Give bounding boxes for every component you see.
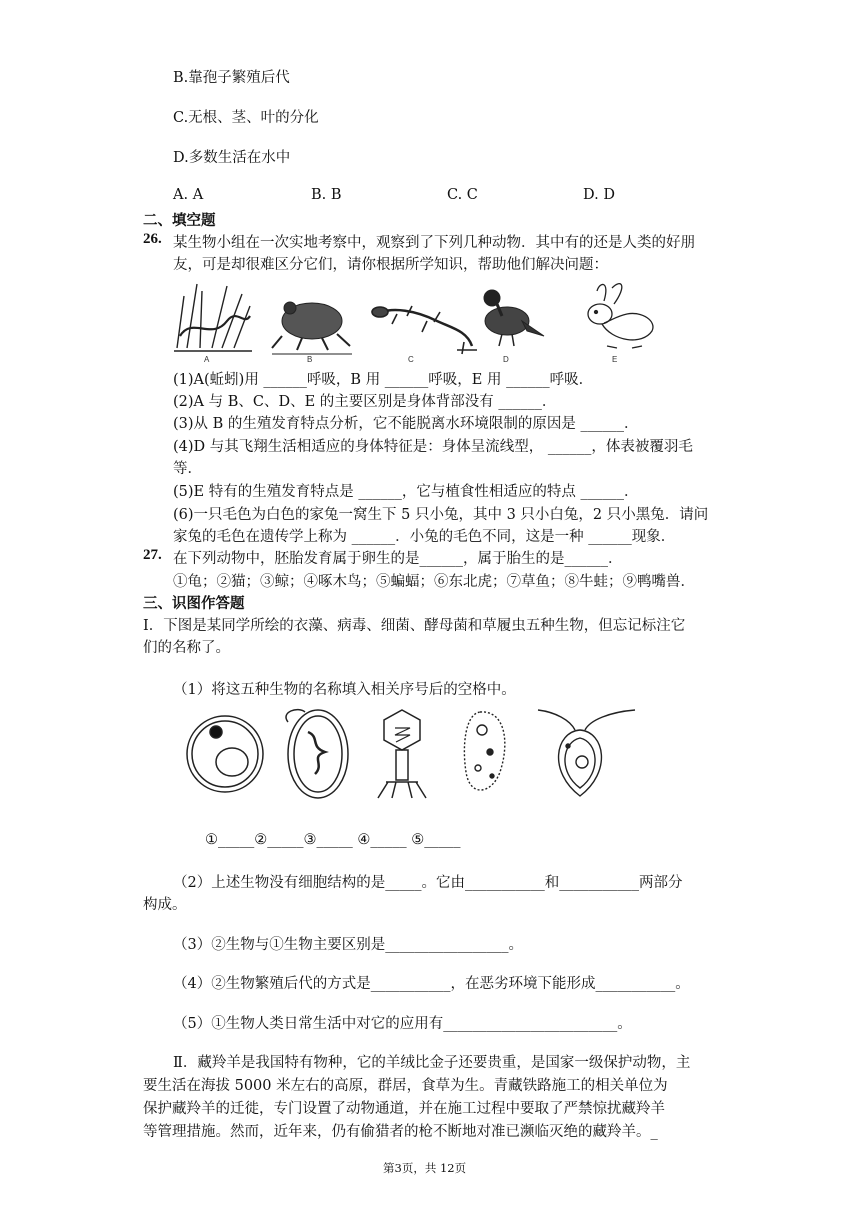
q27-line1: 在下列动物中，胚胎发育属于卵生的是______，属于胎生的是______．: [173, 551, 623, 567]
option-d: D.多数生活在水中: [173, 150, 291, 166]
yeast-drawing: [187, 716, 263, 792]
section-title-fill-blank: 二、填空题: [143, 212, 216, 229]
figure-label-c: C: [408, 355, 414, 364]
section-title-figure: 三、识图作答题: [143, 595, 245, 612]
q27-line2: ①龟；②猫；③鲸；④啄木鸟；⑤蝙蝠；⑥东北虎；⑦草鱼；⑧牛蛙；⑨鸭嘴兽．: [173, 574, 695, 590]
option-b: B.靠孢子繁殖后代: [173, 70, 290, 86]
part2-line3: 保护藏羚羊的迁徙，专门设置了动物通道，并在施工过程中要取了严禁惊扰藏羚羊: [143, 1101, 665, 1117]
animal-figure: [172, 276, 672, 368]
microbe-drawings: [180, 702, 650, 804]
frog-drawing: [272, 302, 352, 354]
part1-q5: （5）①生物人类日常生活中对它的应用有________________________。: [173, 1016, 632, 1032]
part2-line1: Ⅱ．藏羚羊是我国特有物种，它的羊绒比金子还要贵重，是国家一级保护动物，主: [173, 1055, 691, 1071]
q26-sub4-line1: (4)D 与其飞翔生活相适应的身体特征是：身体呈流线型， ______，体表被覆羽毛: [173, 439, 693, 455]
bacterium-drawing: [286, 710, 348, 798]
microbe-figure: [180, 702, 650, 804]
option-c: C.无根、茎、叶的分化: [173, 110, 319, 126]
page-footer: 第3页，共 12页: [383, 1161, 467, 1175]
part1-q2-line2: 构成。: [143, 897, 187, 913]
answer-choice-d: D. D: [583, 187, 615, 203]
part1-q4: （4）②生物繁殖后代的方式是___________，在恶劣环境下能形成___________。: [173, 976, 690, 992]
answer-choice-c: C. C: [447, 187, 478, 203]
q26-sub2: (2)A 与 B、C、D、E 的主要区别是身体背部没有 ______．: [173, 394, 557, 410]
q26-sub1: (1)A(蚯蚓)用 ______呼吸，B 用 ______呼吸，E 用 ______呼吸．: [173, 372, 594, 388]
rabbit-drawing: [588, 284, 653, 348]
part1-intro-line2: 们的名称了。: [143, 640, 230, 656]
q26-sub6-line1: (6)一只毛色为白色的家兔一窝生下 5 只小兔，其中 3 只小白兔，2 只小黑兔．请问: [173, 507, 709, 523]
question-number-27: 27.: [143, 547, 162, 563]
q26-sub6-line2: 家兔的毛色在遗传学上称为 ______．小兔的毛色不同，这是一种 ______现象．: [173, 529, 676, 545]
figure-label-d: D: [503, 355, 509, 364]
chlamydomonas-drawing: [538, 710, 635, 796]
q26-sub3: (3)从 B 的生殖发育特点分析，它不能脱离水环境限制的原因是 ______．: [173, 416, 639, 432]
figure-label-a: A: [204, 355, 210, 364]
part2-line4: 等管理措施。然而，近年来，仍有偷猎者的枪不断地对准已濒临灭绝的藏羚羊。_: [143, 1124, 658, 1140]
part1-blanks: ①_____②_____③_____ ④_____ ⑤_____: [205, 832, 461, 848]
lizard-drawing: [372, 306, 477, 354]
q26-stem-line2: 友，可是却很难区分它们，请你根据所学知识，帮助他们解决问题：: [173, 257, 608, 273]
q26-sub4-line2: 等．: [173, 461, 202, 477]
part1-intro-line1: Ⅰ．下图是某同学所绘的衣藻、病毒、细菌、酵母菌和草履虫五种生物，但忘记标注它: [143, 618, 686, 634]
part1-q3: （3）②生物与①生物主要区别是_________________。: [173, 937, 523, 953]
part2-line2: 要生活在海拔 5000 米左右的高原，群居，食草为生。青藏铁路施工的相关单位为: [143, 1078, 668, 1094]
question-number-26: 26.: [143, 231, 162, 247]
part1-q1: （1）将这五种生物的名称填入相关序号后的空格中。: [173, 682, 516, 698]
answer-choice-a: A. A: [173, 187, 204, 203]
part1-q2-line1: （2）上述生物没有细胞结构的是_____。它由___________和___________两部分: [173, 875, 683, 891]
virus-drawing: [378, 710, 426, 798]
animal-drawings: [172, 276, 672, 368]
pigeon-drawing: [484, 290, 544, 346]
earthworm-drawing: [174, 284, 252, 351]
q26-stem-line1: 某生物小组在一次实地考察中，观察到了下列几种动物．其中有的还是人类的好朋: [173, 235, 695, 251]
figure-label-b: B: [307, 355, 313, 364]
figure-label-e: E: [612, 355, 618, 364]
paramecium-drawing: [464, 712, 504, 790]
answer-choice-b: B. B: [311, 187, 342, 203]
q26-sub5: (5)E 特有的生殖发育特点是 ______，它与植食性相适应的特点 ______．: [173, 484, 639, 500]
